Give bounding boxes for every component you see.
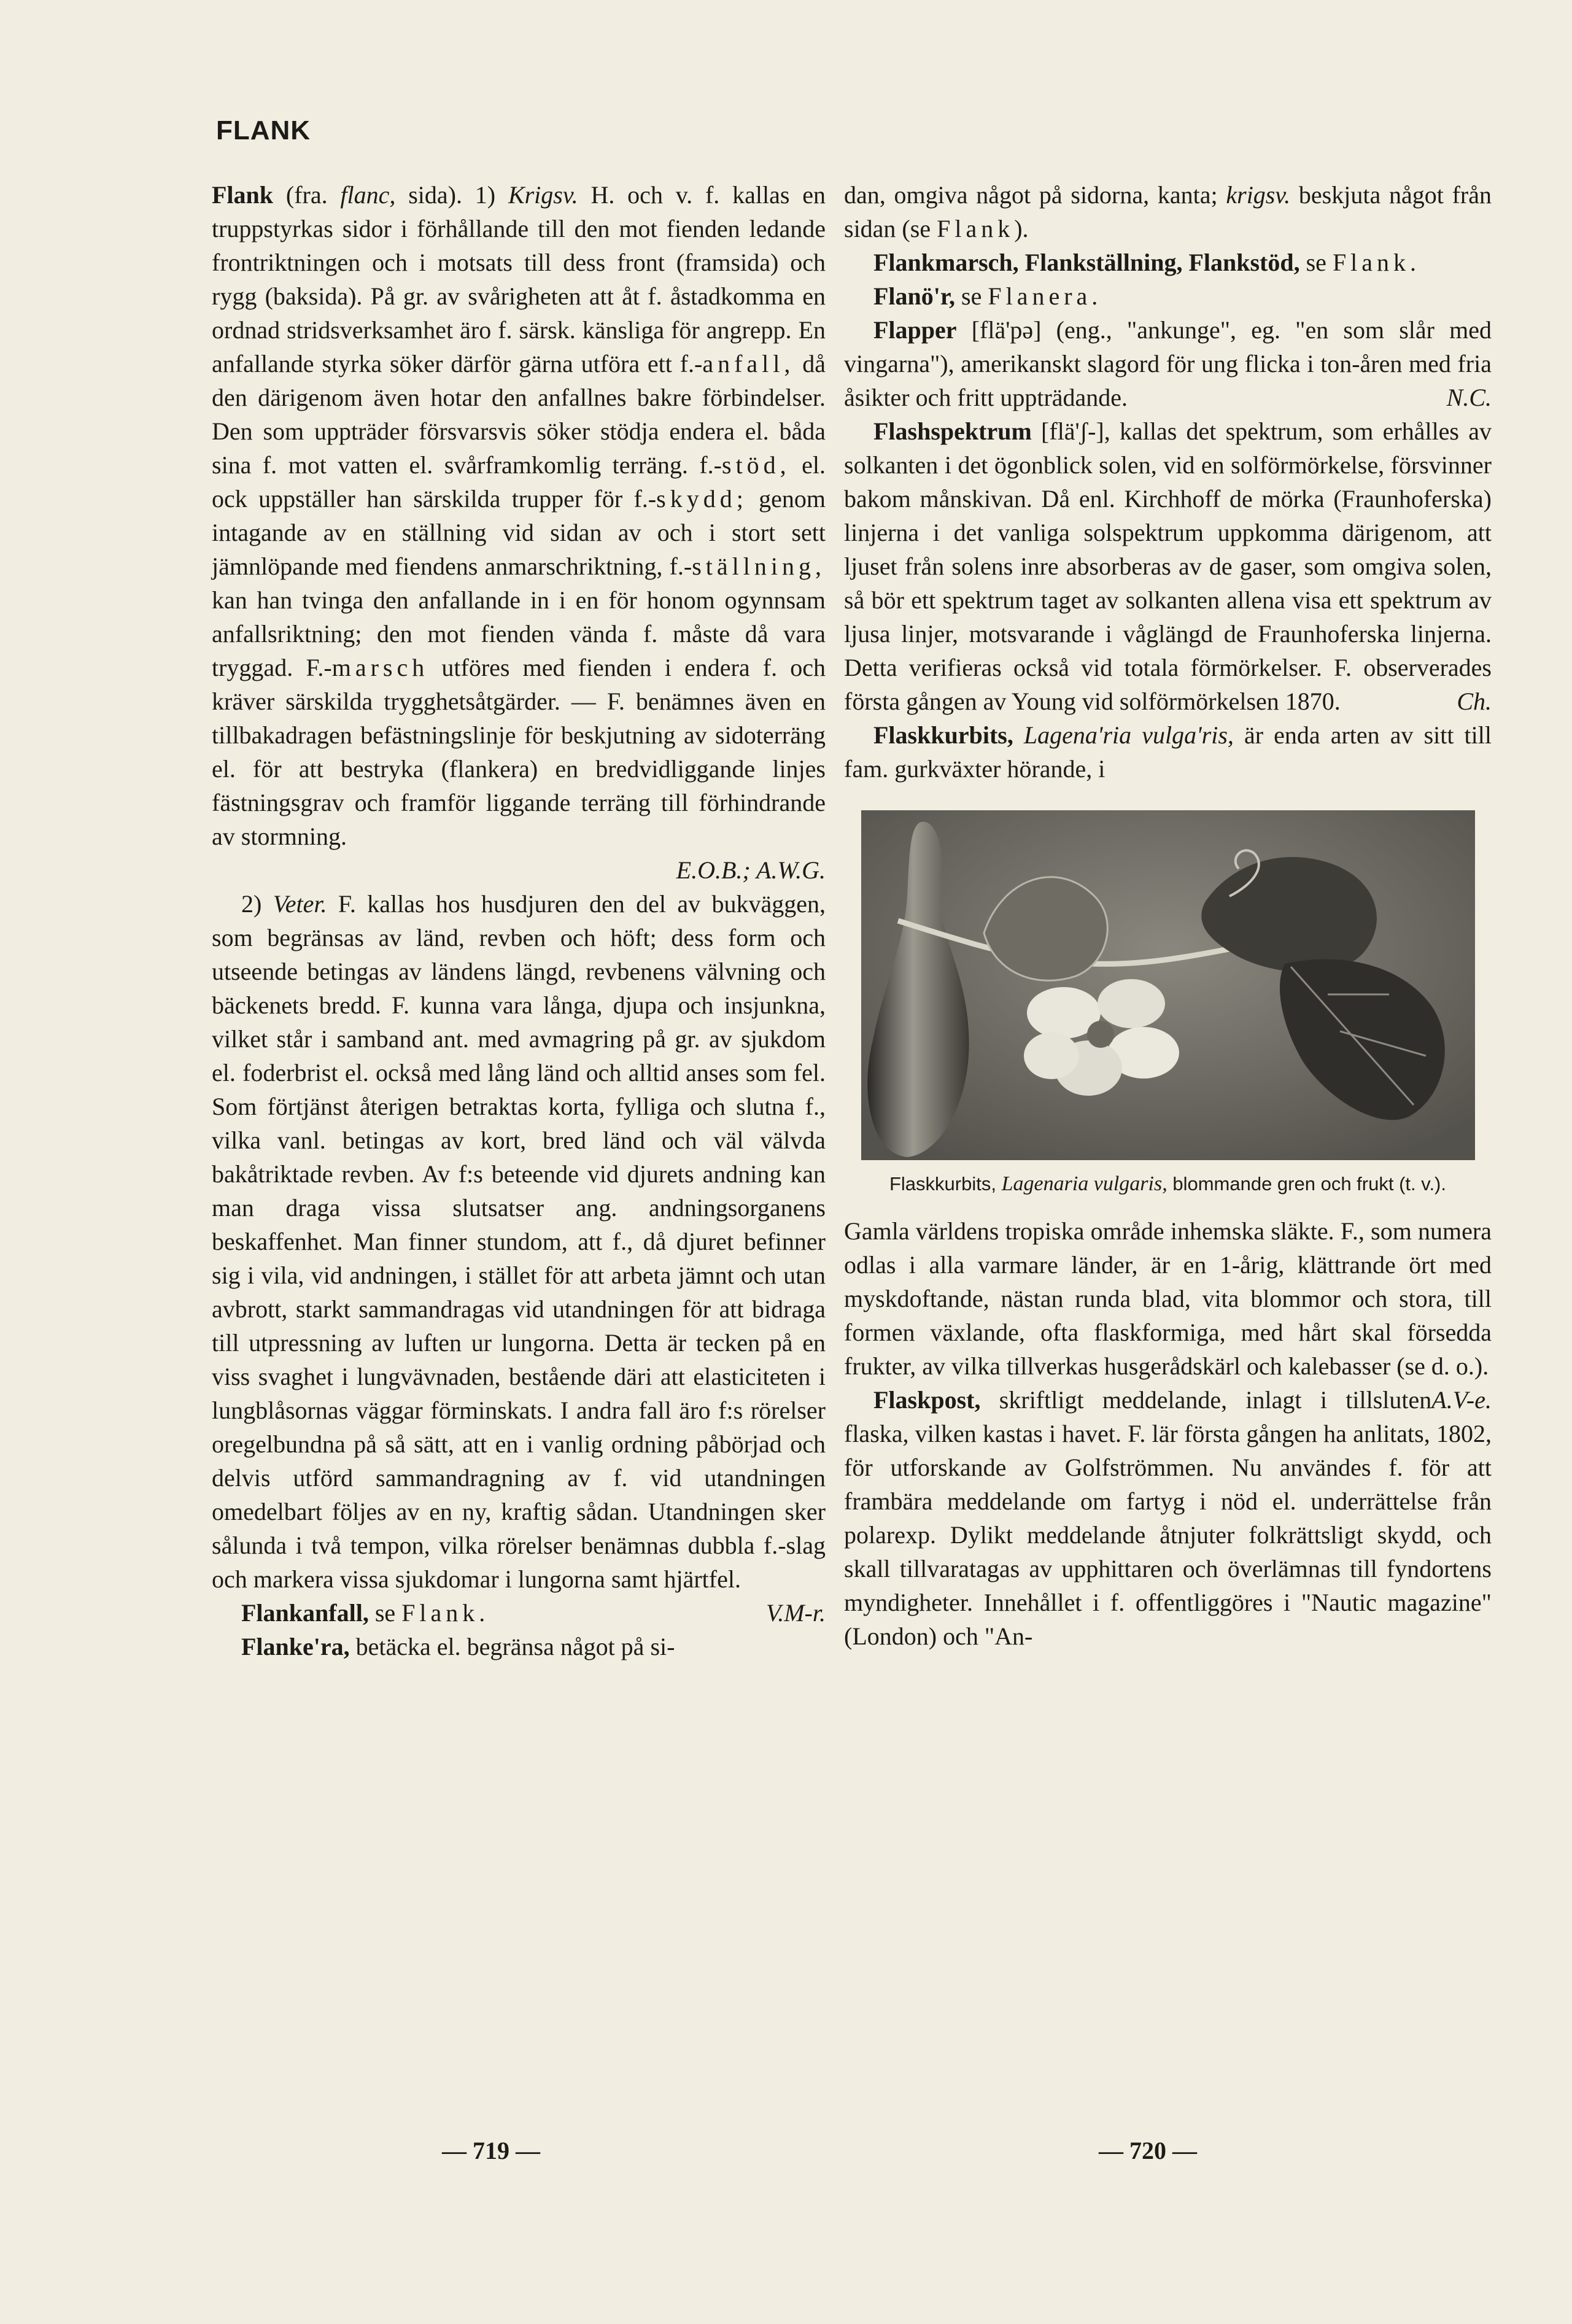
signature: Ch. bbox=[1457, 688, 1492, 715]
signature: N.C. bbox=[1446, 384, 1492, 411]
entry-flaskpost: Flaskpost, skriftligt meddelande, inlagt i tillsluten flaska, vilken kastas i havet. F. lär första gången ha anlitats, 1802, för utforskande av Golfströmmen. Nu användes f. för att frambära meddelande om fartyg i nöd el. underrättelse från polarexp. Dylikt meddelande åtnjuter folkrättsligt skydd, och skall tillvaratagas av upphittaren och överlämnas till fyndortens myndigheter. Innehållet i f. offentliggöres i "Nautic magazine" (London) och "An- bbox=[844, 1386, 1492, 1650]
signature: A.V-e. bbox=[1431, 1386, 1492, 1414]
entry-flashspektrum: Flashspektrum [flä'ʃ-], kallas det spektrum, som erhålles av solkanten i det ögonblick solen, vid en solförmörkelse, försvinner bakom månskivan. Då enl. Kirchhoff de mörka (Fraunhoferska) linjerna i det vanliga solspektrum uppkomma därigenom, att ljuset från solens inre absorberas av de gaser, som omgiva solen, så bör ett spektrum taget av solkanten allena visa ett spektrum av ljusa linjer, motsvarande i våglängd de Fraunhoferska linjerna. Detta verifieras också vid totala förmörkelser. F. observerades första gången av Young vid solförmörkelsen 1870. Ch. bbox=[844, 414, 1492, 718]
page-number-right: — 720 — bbox=[1099, 2137, 1197, 2164]
entry-flankera: Flanke'ra, betäcka el. begränsa något på si- bbox=[241, 1633, 675, 1660]
plant-photo bbox=[861, 810, 1475, 1160]
right-column bbox=[844, 178, 1492, 1653]
entry-flapper: Flapper [flä'pə] (eng., "ankunge", eg. "en som slår med vingarna"), amerikanskt slagord för ung flicka i ton-åren med fria åsikter och fritt uppträdande. N.C. bbox=[844, 313, 1492, 414]
entry-flaskkurbits-cont: Gamla världens tropiska område inhemska släkte. F., som numera odlas i alla varmare länder, är en 1-årig, klättrande ört med myskdoftande, nästan runda blad, vita blommor och stora, till formen växlande, ofta flaskformiga, med hårt skal försedda frukter, av vilka tillverkas husgerådskärl och kalebasser (se d. o.). A.V-e. bbox=[844, 1214, 1492, 1383]
entry-flank-sense-2: 2) Veter. F. kallas hos husdjuren den del av bukväggen, som begränsas av länd, revben och höft; dess form och utseende betingas av ländens längd, revbenens välvning och bäckenets bredd. F. kunna vara långa, djupa och insjunkna, vilket står i samband ant. med avmagring på gr. av sjukdom el. foderbrist el. också med lång länd och alltid anses som fel. Som förtjänst återigen betraktas korta, fylliga och slutna f., vilka vanl. betingas av kort, bred länd och väl välvda bakåtriktade revben. Av f:s beteende vid djurets andning kan man draga vissa slutsatser ang. andningsorganens beskaffenhet. Man finner stundom, att f., då djuret befinner sig i vila, vid andningen, i stället för att arbeta jämnt och utan avbrott, starkt sammandragas vid utandningen för att bidraga till utpressning av luften ur lungorna. Detta är tecken på en viss svaghet i lungvävnaden, bestående däri att elasticiteten i lungblåsornas väggar förminskats. I andra fall äro f:s rörelser oregelbundna på så sätt, att en i vanlig ordning påbörjad och delvis utförd sammandragning av f. vid utandningen omedelbart följes av en ny, kraftig sådan. Utandningen sker sålunda i två tempon, vilka rörelser benämnas dubbla f.-slag och markera vissa sjukdomar i lungorna samt hjärtfel. V.M-r. bbox=[212, 887, 826, 1596]
entry-flankmarsch: Flankmarsch, Flankställning, Flankstöd, se Flank. bbox=[873, 249, 1421, 276]
entry-flankera-cont: dan, omgiva något på sidorna, kanta; krigsv. beskjuta något från sidan (se Flank). bbox=[844, 181, 1492, 242]
signature: V.M-r. bbox=[765, 1599, 826, 1627]
entry-flaskkurbits: Flaskkurbits, Lagena'ria vulga'ris, är enda arten av sitt till fam. gurkväxter hörande, i bbox=[844, 721, 1492, 783]
page-number-left: — 719 — bbox=[442, 2137, 540, 2164]
entry-flankanfall: Flankanfall, se Flank. bbox=[241, 1599, 490, 1627]
signature: E.O.B.; A.W.G. bbox=[676, 856, 826, 884]
entry-flanor: Flanö'r, se Flanera. bbox=[873, 282, 1102, 310]
headword-flank: Flank bbox=[212, 181, 274, 209]
running-head: FLANK bbox=[216, 115, 311, 145]
left-column bbox=[212, 178, 826, 1664]
entry-flank-sense-1: Flank (fra. flanc, sida). 1) Krigsv. H. och v. f. kallas en truppstyrkas sidor i förhållande till den mot fienden ledande frontriktningen och i motsats till dess front (framsida) och rygg (baksida). På gr. av svårigheten att åt f. åstadkomma en ordnad stridsverksamhet äro f. särsk. känsliga för angrepp. En anfallande styrka söker därför gärna utföra ett f.-anfall, då den därigenom även hotar den anfallnes bakre förbindelser. Den som uppträder försvarsvis söker stödja endera el. båda sina f. mot vatten el. svårframkomlig terräng. f.-stöd, el. ock uppställer han särskilda trupper för f.-skydd; genom intagande av en ställning vid sidan av och i stort sett jämnlöpande med fiendens anmarschriktning, f.-ställning, kan han tvinga den anfallande in i en för honom ogynnsam anfallsriktning; den mot fienden vända f. måste då vara tryggad. F.-marsch utföres med fienden i endera f. och kräver särskilda trygghetsåtgärder. — F. benämnes även en tillbakadragen befästningslinje för beskjutning av sidoterräng el. för att bestryka (flankera) en bredvidliggande linjes fästningsgrav och framför liggande terräng till förhindrande av stormning. E.O.B.; A.W.G. bbox=[212, 178, 826, 887]
figure-caption: Flaskkurbits, Lagenaria vulgaris, blommande gren och frukt (t. v.). bbox=[889, 1172, 1446, 1195]
figure-flaskkurbits bbox=[844, 810, 1492, 1196]
gourd-illustration bbox=[861, 810, 1475, 1160]
